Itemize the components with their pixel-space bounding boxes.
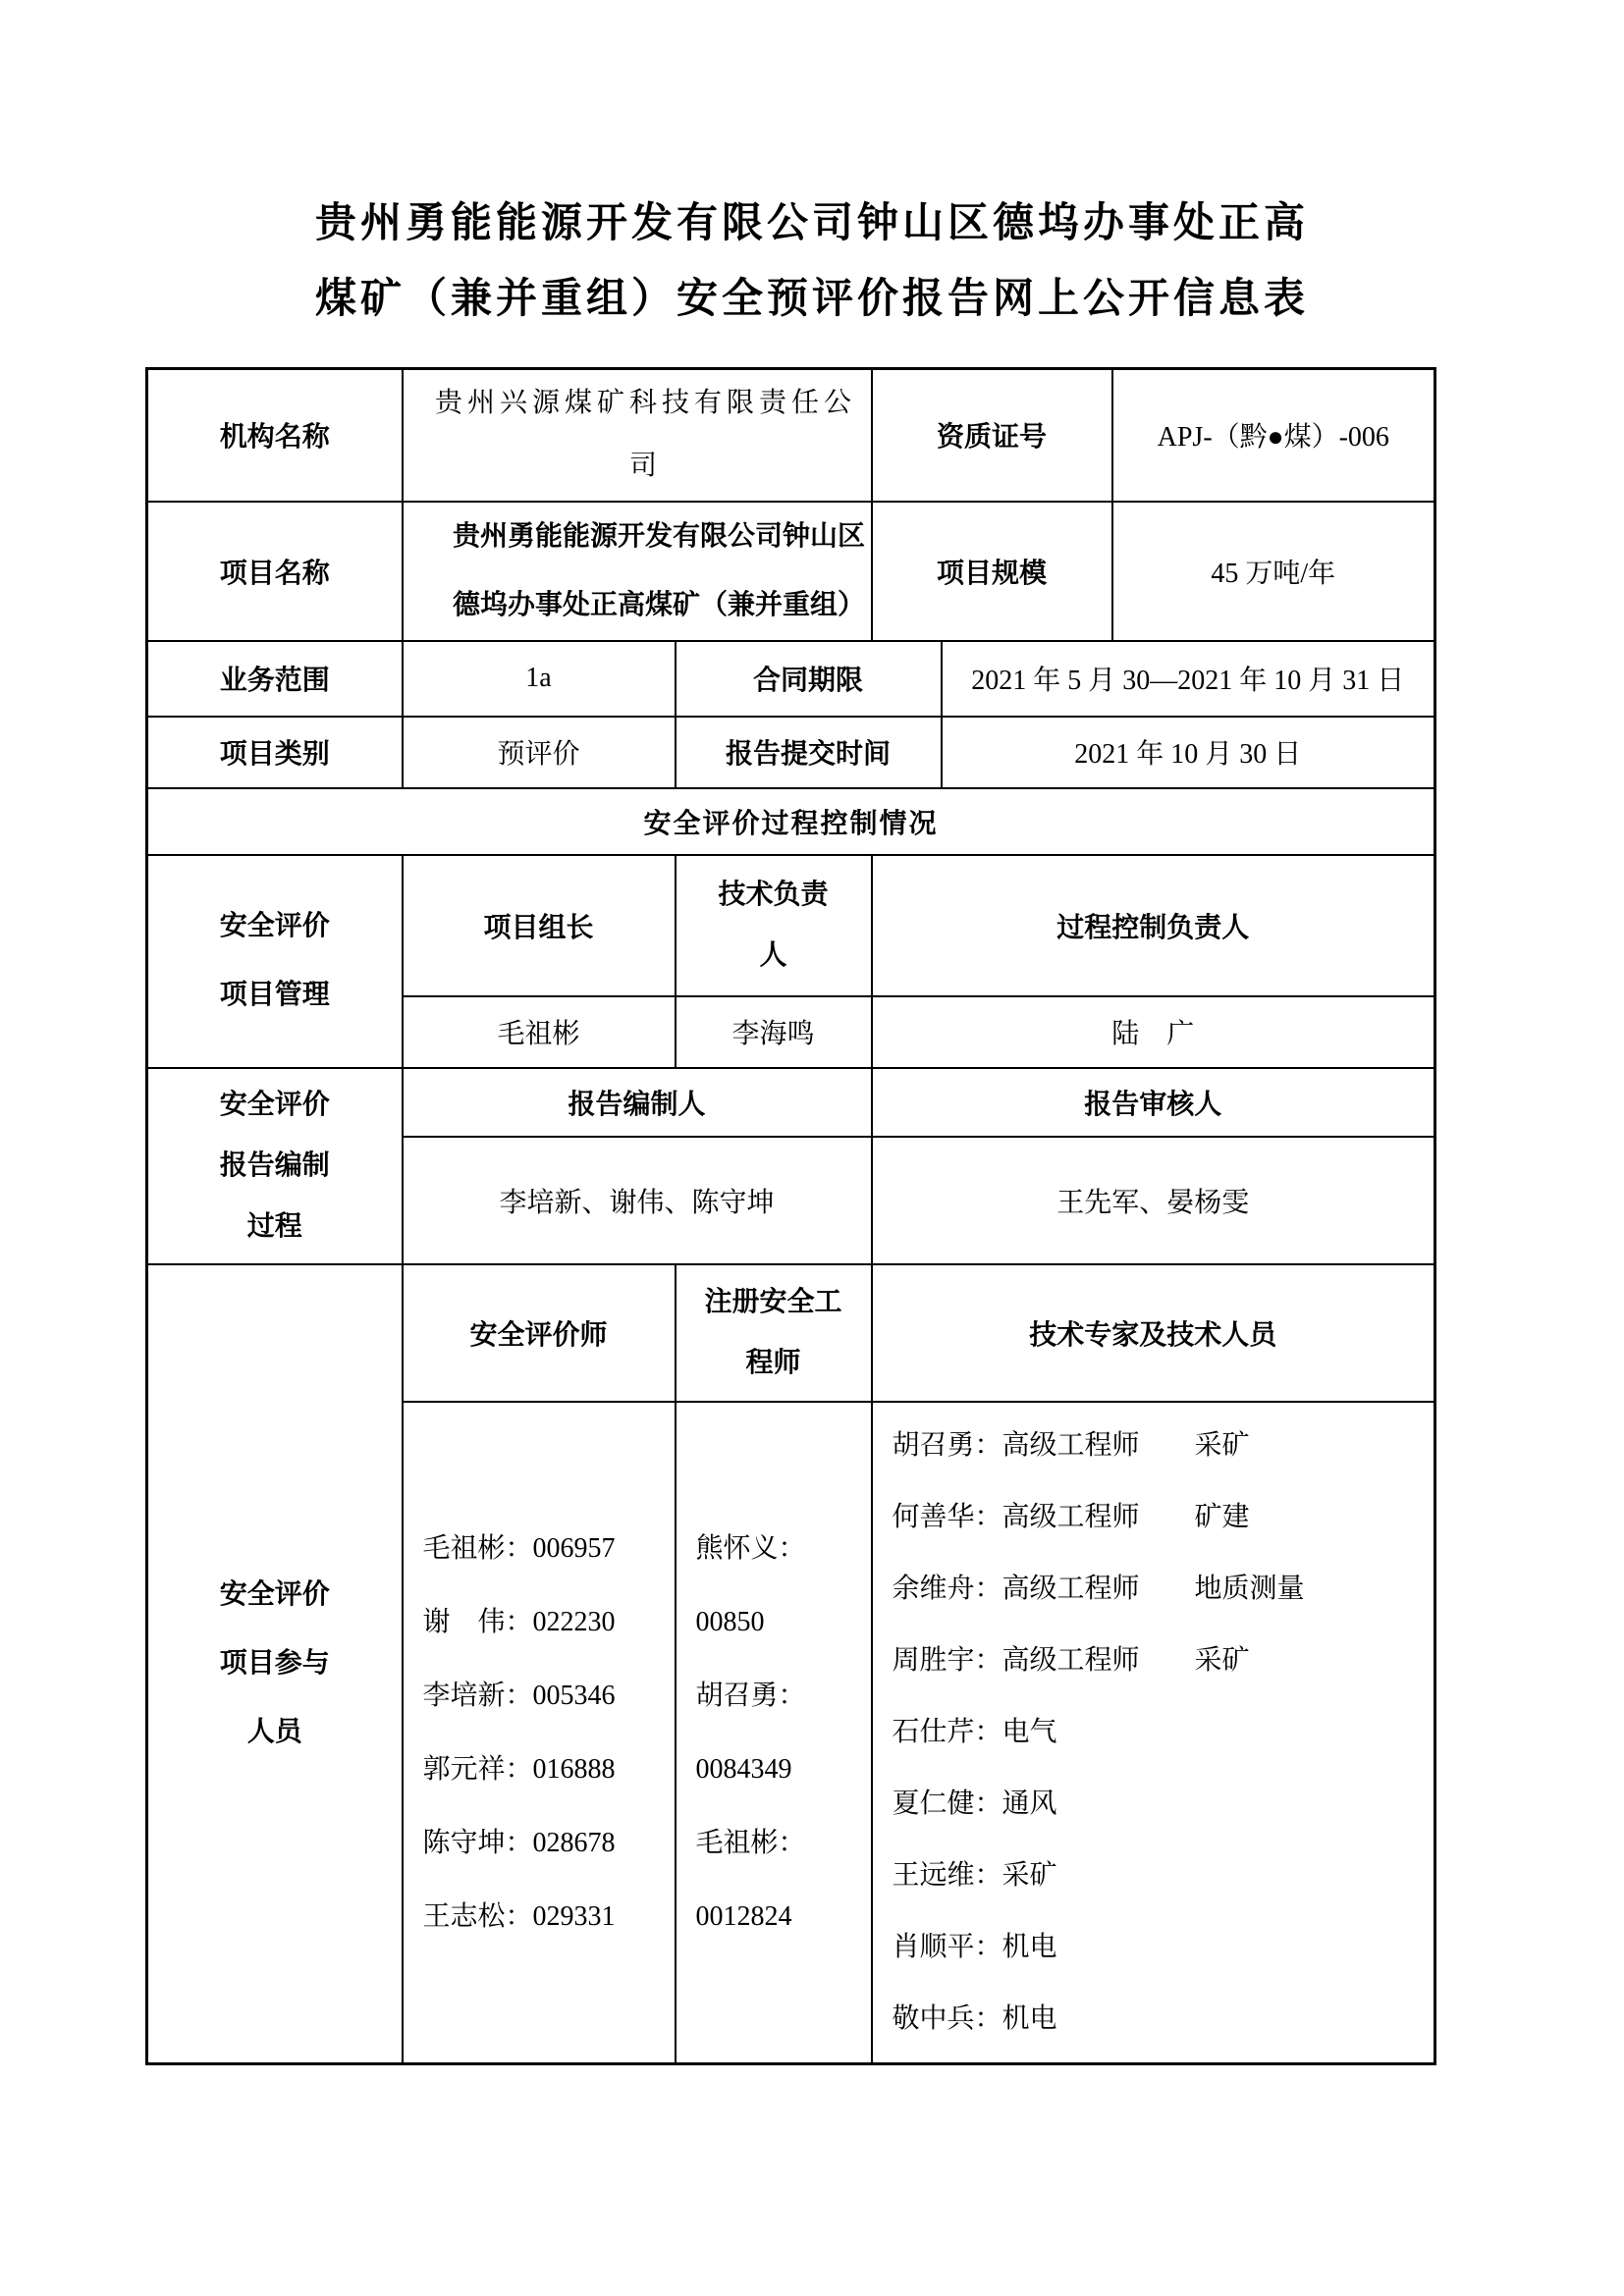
list-item: 熊怀义： [695,1532,806,1564]
table-row [147,502,1435,641]
process-control-director-name: 陆 广 [872,996,1435,1068]
cert-no-value: APJ-（黔●煤）-006 [1112,369,1435,502]
list-item: 周胜宇：高级工程师 采矿 [892,1645,1250,1677]
table-row [147,369,1435,502]
project-scale-label: 项目规模 [872,502,1112,641]
list-item: 敬中兵：机电 [892,2003,1057,2035]
compilation-row-label-line3: 过程 [246,1210,302,1242]
business-scope-value: 1a [403,641,676,717]
submit-time-value: 2021 年 10 月 30 日 [942,717,1435,788]
project-leader-label: 项目组长 [403,855,676,996]
table-row [147,641,1435,717]
compilation-row-label [147,1068,403,1264]
project-category-value: 预评价 [403,717,676,788]
report-writer-names: 李培新、谢伟、陈守坤 [403,1137,872,1264]
org-name-value-line1: 贵州兴源煤矿科技有限责任公 [435,388,857,419]
project-name-value [403,502,872,641]
project-leader-name: 毛祖彬 [403,996,676,1068]
report-reviewer-names: 王先军、晏杨雯 [872,1137,1435,1264]
technical-expert-list-items [873,1410,1435,2055]
list-item: 0012824 [695,1900,792,1932]
technical-expert-list [872,1402,1435,2064]
org-name-label: 机构名称 [147,369,403,502]
project-name-value-line2: 德坞办事处正高煤矿（兼并重组） [453,589,866,620]
process-control-director-label: 过程控制负责人 [872,855,1435,996]
document-title-line2: 煤矿（兼并重组）安全预评价报告网上公开信息表 [314,277,1309,322]
registered-engineer-list [676,1402,872,2064]
project-category-label: 项目类别 [147,717,403,788]
safety-assessor-list [403,1402,676,2064]
participants-row-label [147,1264,403,2064]
report-writer-label: 报告编制人 [403,1068,872,1137]
process-control-section-title: 安全评价过程控制情况 [147,788,1435,855]
report-reviewer-label: 报告审核人 [872,1068,1435,1137]
registered-engineer-label [676,1264,872,1402]
info-table [145,367,1436,2065]
compilation-row-label-line1: 安全评价 [219,1089,330,1120]
participants-row-label-line3: 人员 [246,1716,302,1747]
document-title-line1: 贵州勇能能源开发有限公司钟山区德坞办事处正高 [314,201,1309,246]
org-name-value-line2: 司 [629,451,663,482]
safety-assessor-label: 安全评价师 [403,1264,676,1402]
contract-period-value: 2021 年 5 月 30—2021 年 10 月 31 日 [942,641,1435,717]
tech-director-name: 李海鸣 [676,996,872,1068]
document-title [0,0,1624,338]
table-row [147,1264,1435,1402]
list-item: 石仕芹：电气 [892,1717,1057,1748]
project-scale-value: 45 万吨/年 [1112,502,1435,641]
list-item: 何善华：高级工程师 矿建 [892,1502,1250,1533]
list-item: 胡召勇：高级工程师 采矿 [892,1430,1250,1462]
registered-engineer-label-line2: 程师 [745,1347,801,1378]
submit-time-label: 报告提交时间 [676,717,942,788]
table-row [147,1068,1435,1137]
technical-expert-label: 技术专家及技术人员 [872,1264,1435,1402]
list-item: 余维舟：高级工程师 地质测量 [892,1574,1305,1605]
list-item: 谢 伟：022230 [422,1606,616,1637]
list-item: 陈守坤：028678 [422,1827,616,1858]
project-name-label: 项目名称 [147,502,403,641]
list-item: 毛祖彬：006957 [422,1532,616,1564]
tech-director-label-line2: 人 [759,939,787,971]
tech-director-label-line1: 技术负责 [718,879,829,910]
list-item: 胡召勇： [695,1680,806,1711]
registered-engineer-list-items [677,1512,871,1953]
business-scope-label: 业务范围 [147,641,403,717]
table-row [147,717,1435,788]
project-name-value-line1: 贵州勇能能源开发有限公司钟山区 [453,520,866,552]
org-name-value [403,369,872,502]
list-item: 毛祖彬： [695,1827,806,1858]
list-item: 肖顺平：机电 [892,1932,1057,1963]
list-item: 00850 [695,1606,765,1637]
safety-assessor-list-items [404,1512,675,1953]
participants-row-label-line1: 安全评价 [219,1578,330,1610]
compilation-row-label-line2: 报告编制 [219,1149,330,1181]
list-item: 王志松：029331 [422,1900,616,1932]
list-item: 0084349 [695,1753,792,1785]
management-row-label [147,855,403,1068]
list-item: 李培新：005346 [422,1680,616,1711]
registered-engineer-label-line1: 注册安全工 [704,1286,842,1317]
list-item: 夏仁健：通风 [892,1789,1057,1820]
list-item: 郭元祥：016888 [422,1753,616,1785]
contract-period-label: 合同期限 [676,641,942,717]
management-row-label-line2: 项目管理 [219,980,330,1010]
management-row-label-line1: 安全评价 [219,911,330,941]
list-item: 王远维：采矿 [892,1860,1057,1892]
participants-row-label-line2: 项目参与 [219,1647,330,1679]
table-row [147,855,1435,996]
tech-director-label [676,855,872,996]
cert-no-label: 资质证号 [872,369,1112,502]
table-row [147,788,1435,855]
